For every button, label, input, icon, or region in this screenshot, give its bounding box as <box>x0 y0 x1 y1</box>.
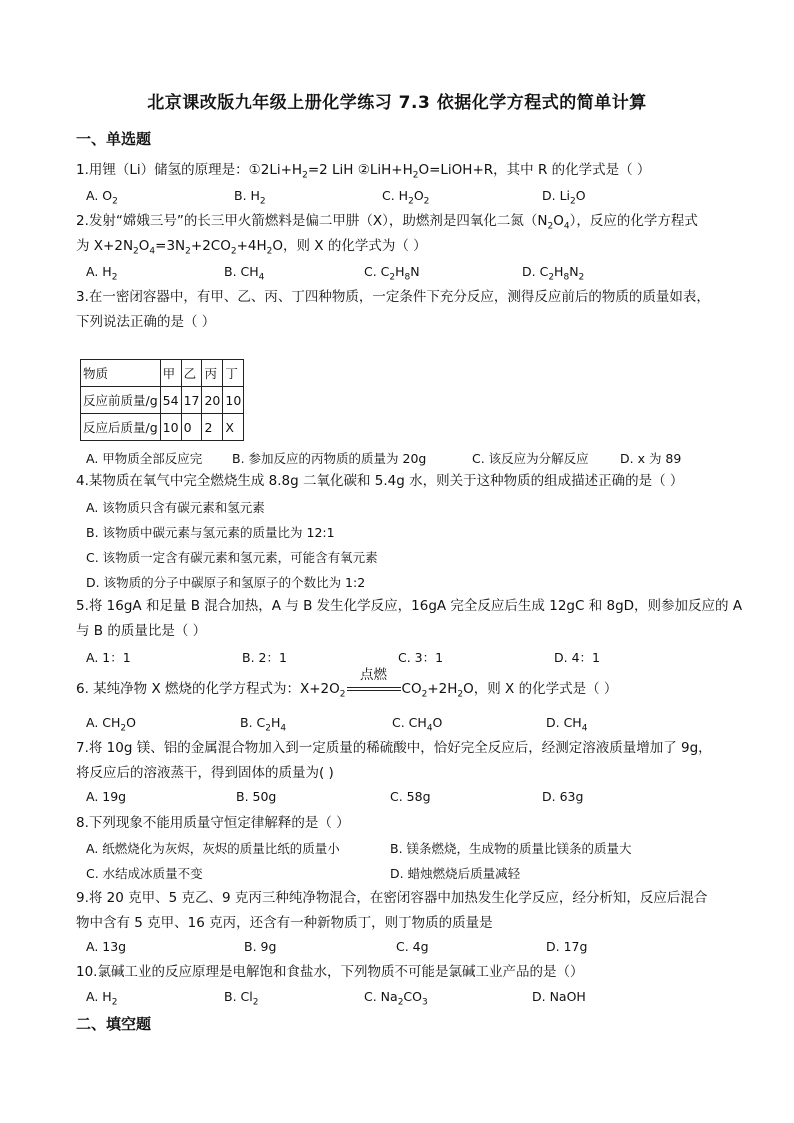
table-row <box>81 414 244 441</box>
option-d[interactable]: D. $Li_2O$ <box>542 188 586 207</box>
question-4-option-c[interactable]: C. 该物质一定含有碳元素和氢元素，可能含有氧元素 <box>86 550 378 565</box>
question-2-line-1: 2.发射“嫦娥三号”的长三甲火箭燃料是偏二甲肼（X），助燃剂是四氧化二氮$(N_2O_4)$，反应的化学方程式 <box>76 213 698 232</box>
option-b[interactable]: B. $H_2$ <box>234 188 266 207</box>
option-d[interactable]: D. 17g <box>546 939 588 954</box>
table-cell: 乙 <box>181 360 202 387</box>
option-a[interactable]: A. 19g <box>86 789 127 804</box>
table-cell: X <box>223 414 244 441</box>
question-5-line-1: 5.将 16gA 和足量 B 混合加热，A 与 B 发生化学反应，16gA 完全反应后生成 12gC 和 8gD，则参加反应的 A <box>76 598 743 614</box>
question-3-line-2: 下列说法正确的是（ ） <box>76 314 216 330</box>
question-2-line-2: 为 $X+2N_2O_4=3N_2+2CO_2+4H_2O$，则 X 的化学式为（ ） <box>76 238 427 257</box>
mass-table <box>80 359 244 441</box>
option-b[interactable]: B. 2：1 <box>242 650 287 665</box>
table-cell: 反应前质量/g <box>81 387 161 414</box>
table-row <box>81 387 244 414</box>
question-10: 10.氯碱工业的反应原理是电解饱和食盐水，下列物质不可能是氯碱工业产品的是（） <box>76 964 584 980</box>
question-7-options <box>86 789 706 809</box>
question-3-line-1: 3.在一密闭容器中，有甲、乙、丙、丁四种物质，一定条件下充分反应，测得反应前后的物质的质量如表， <box>76 289 710 305</box>
option-d[interactable]: D. x 为 89 <box>620 451 682 466</box>
option-a[interactable]: A. $H_2$ <box>86 264 118 283</box>
table-cell: 丁 <box>223 360 244 387</box>
option-c[interactable]: C. $CH_4O$ <box>392 715 443 734</box>
question-8: 8.下列现象不能用质量守恒定律解释的是（ ） <box>76 815 350 831</box>
question-7-line-2: 将反应后的溶液蒸干，得到固体的质量为( ) <box>76 765 334 781</box>
option-a[interactable]: A. 纸燃烧化为灰烬，灰烬的质量比纸的质量小 <box>86 841 340 856</box>
question-1-options <box>86 188 706 208</box>
table-cell: 物质 <box>81 360 161 387</box>
table-cell: 10 <box>223 387 244 414</box>
question-9-options <box>86 939 706 959</box>
question-8-options-row-1 <box>86 839 706 859</box>
question-9-line-1: 9.将 20 克甲、5 克乙、9 克丙三种纯净物混合，在密闭容器中加热发生化学反应，经分析知，反应后混合 <box>76 890 708 906</box>
option-c[interactable]: C. 水结成冰质量不变 <box>86 866 203 881</box>
table-cell: 丙 <box>202 360 223 387</box>
option-a[interactable]: A. 甲物质全部反应完 <box>86 451 203 466</box>
table-header-row <box>81 360 244 387</box>
question-4-option-b[interactable]: B. 该物质中碳元素与氢元素的质量比为 12:1 <box>86 525 335 540</box>
question-7-line-1: 7.将 10g 镁、铝的金属混合物加入到一定质量的稀硫酸中，恰好完全反应后，经测定溶液质量增加了 9g， <box>76 740 712 756</box>
option-b[interactable]: B. $CH_4$ <box>224 264 265 283</box>
option-c[interactable]: C. 3：1 <box>398 650 444 665</box>
option-a[interactable]: A. $H_2$ <box>86 989 118 1008</box>
option-a[interactable]: A. 1：1 <box>86 650 131 665</box>
option-d[interactable]: D. 4：1 <box>554 650 600 665</box>
table-cell: 17 <box>181 387 202 414</box>
option-d[interactable]: D. $C_2H_8N_2$ <box>522 264 585 283</box>
option-c[interactable]: C. 58g <box>390 789 431 804</box>
option-d[interactable]: D. 蜡烛燃烧后质量减轻 <box>390 866 521 881</box>
question-6-options <box>86 715 706 735</box>
table-cell: 甲 <box>160 360 181 387</box>
option-b[interactable]: B. $Cl_2$ <box>224 989 259 1008</box>
option-b[interactable]: B. 镁条燃烧，生成物的质量比镁条的质量大 <box>390 841 632 856</box>
option-a[interactable]: A. $CH_2O$ <box>86 715 136 734</box>
question-9-line-2: 物中含有 5 克甲、16 克丙，还含有一种新物质丁，则丁物质的质量是 <box>76 915 493 931</box>
option-b[interactable]: B. 9g <box>244 939 277 954</box>
question-8-options-row-2 <box>86 864 706 884</box>
option-a[interactable]: A. $O_2$ <box>86 188 118 207</box>
table-cell: 10 <box>160 414 181 441</box>
option-a[interactable]: A. 13g <box>86 939 127 954</box>
option-b[interactable]: B. 50g <box>236 789 277 804</box>
option-d[interactable]: D. NaOH <box>532 989 586 1004</box>
question-1: 1.用锂（Li）储氢的原理是：$①2Li+H_2=2$ LiH $②LiH+H_2O=LiOH+R$，其中 R 的化学式是（ ） <box>76 162 651 181</box>
question-5-line-2: 与 B 的质量比是（ ） <box>76 623 207 639</box>
question-4: 4.某物质在氧气中完全燃烧生成 8.8g 二氧化碳和 5.4g 水，则关于这种物质的组成描述正确的是（ ） <box>76 473 684 489</box>
option-b[interactable]: B. 参加反应的丙物质的质量为 20g <box>232 451 427 466</box>
page-title: 北京课改版九年级上册化学练习 7.3 依据化学方程式的简单计算 <box>147 93 647 113</box>
question-3-options <box>86 449 706 469</box>
option-c[interactable]: C. $H_2O_2$ <box>382 188 430 207</box>
table-cell: 54 <box>160 387 181 414</box>
question-10-options <box>86 989 706 1009</box>
section-heading-fill-in: 二、填空题 <box>76 1015 152 1033</box>
option-d[interactable]: D. $CH_4$ <box>546 715 588 734</box>
section-heading-single-choice: 一、单选题 <box>76 130 152 148</box>
question-2-options <box>86 264 706 284</box>
option-d[interactable]: D. 63g <box>542 789 584 804</box>
table-cell: 20 <box>202 387 223 414</box>
question-6: 6. 某纯净物 X 燃烧的化学方程式为：$X+2O_2$ 点燃 $CO_2+2H_2O$，则 X 的化学式是（ ） <box>76 667 618 700</box>
option-b[interactable]: B. $C_2H_4$ <box>240 715 287 734</box>
question-4-option-d[interactable]: D. 该物质的分子中碳原子和氢原子的个数比为 1:2 <box>86 575 366 590</box>
table-cell: 2 <box>202 414 223 441</box>
question-4-option-a[interactable]: A. 该物质只含有碳元素和氢元素 <box>86 500 265 515</box>
option-c[interactable]: C. 该反应为分解反应 <box>472 451 589 466</box>
option-c[interactable]: C. $Na_2CO_3$ <box>364 989 428 1008</box>
reaction-condition-arrow: 点燃 <box>347 682 401 696</box>
option-c[interactable]: C. 4g <box>396 939 429 954</box>
table-cell: 反应后质量/g <box>81 414 161 441</box>
table-cell: 0 <box>181 414 202 441</box>
option-c[interactable]: C. $C_2H_8N$ <box>364 264 420 283</box>
